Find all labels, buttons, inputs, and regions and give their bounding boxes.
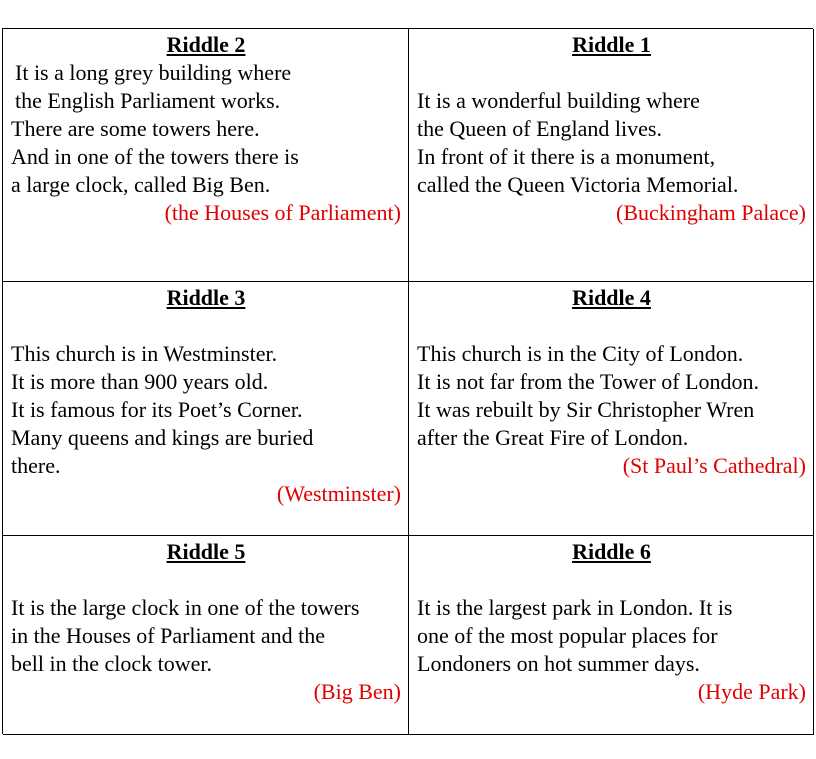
riddle-line: It is a wonderful building where xyxy=(417,88,700,113)
spacer xyxy=(417,59,806,87)
riddle-line: In front of it there is a monument, xyxy=(417,144,716,169)
riddle-line: It is more than 900 years old. xyxy=(11,369,269,394)
riddle-line: one of the most popular places for xyxy=(417,623,718,648)
spacer xyxy=(417,566,806,594)
riddle-answer: (Hyde Park) xyxy=(697,679,806,704)
riddle-line: the Queen of England lives. xyxy=(417,116,662,141)
riddle-line: bell in the clock tower. xyxy=(11,651,212,676)
riddle-line: It is not far from the Tower of London. xyxy=(417,369,760,394)
riddle-title: Riddle 1 xyxy=(572,32,651,57)
riddle-cell xyxy=(409,536,814,735)
spacer xyxy=(417,312,806,340)
riddle-line: And in one of the towers there is xyxy=(11,144,299,169)
riddle-cell xyxy=(409,282,814,536)
riddle-line: It is a long grey building where xyxy=(15,60,292,85)
riddle-line: called the Queen Victoria Memorial. xyxy=(417,172,739,197)
riddle-line: It is the large clock in one of the towers xyxy=(11,595,360,620)
riddle-line: This church is in Westminster. xyxy=(11,341,278,366)
riddle-line: in the Houses of Parliament and the xyxy=(11,623,326,648)
spacer xyxy=(11,312,401,340)
riddle-title: Riddle 2 xyxy=(166,32,246,57)
riddle-title: Riddle 4 xyxy=(572,285,651,310)
riddle-line: This church is in the City of London. xyxy=(417,341,744,366)
riddle-line: It is famous for its Poet’s Corner. xyxy=(11,397,303,422)
riddle-answer: (the Houses of Parliament) xyxy=(164,200,401,225)
riddle-cell xyxy=(3,29,409,282)
riddle-line: there. xyxy=(11,453,61,478)
riddle-line: a large clock, called Big Ben. xyxy=(11,172,271,197)
riddle-cell xyxy=(3,536,409,735)
riddle-answer: (Big Ben) xyxy=(313,679,401,704)
riddle-answer: (St Paul’s Cathedral) xyxy=(622,453,806,478)
riddle-title: Riddle 6 xyxy=(572,539,651,564)
riddle-line: It was rebuilt by Sir Christopher Wren xyxy=(417,397,755,422)
riddle-line: the English Parliament works. xyxy=(15,88,281,113)
riddle-title: Riddle 3 xyxy=(166,285,246,310)
riddle-line: It is the largest park in London. It is xyxy=(417,595,733,620)
riddle-line: Many queens and kings are buried xyxy=(11,425,314,450)
riddle-cell xyxy=(3,282,409,536)
riddle-line: Londoners on hot summer days. xyxy=(417,651,700,676)
riddles-table xyxy=(2,28,813,734)
riddle-cell xyxy=(409,29,814,282)
riddle-line: There are some towers here. xyxy=(11,116,260,141)
spacer xyxy=(11,566,401,594)
riddle-title: Riddle 5 xyxy=(166,539,246,564)
riddle-line: after the Great Fire of London. xyxy=(417,425,689,450)
riddle-answer: (Buckingham Palace) xyxy=(616,200,806,225)
riddle-answer: (Westminster) xyxy=(276,481,401,506)
